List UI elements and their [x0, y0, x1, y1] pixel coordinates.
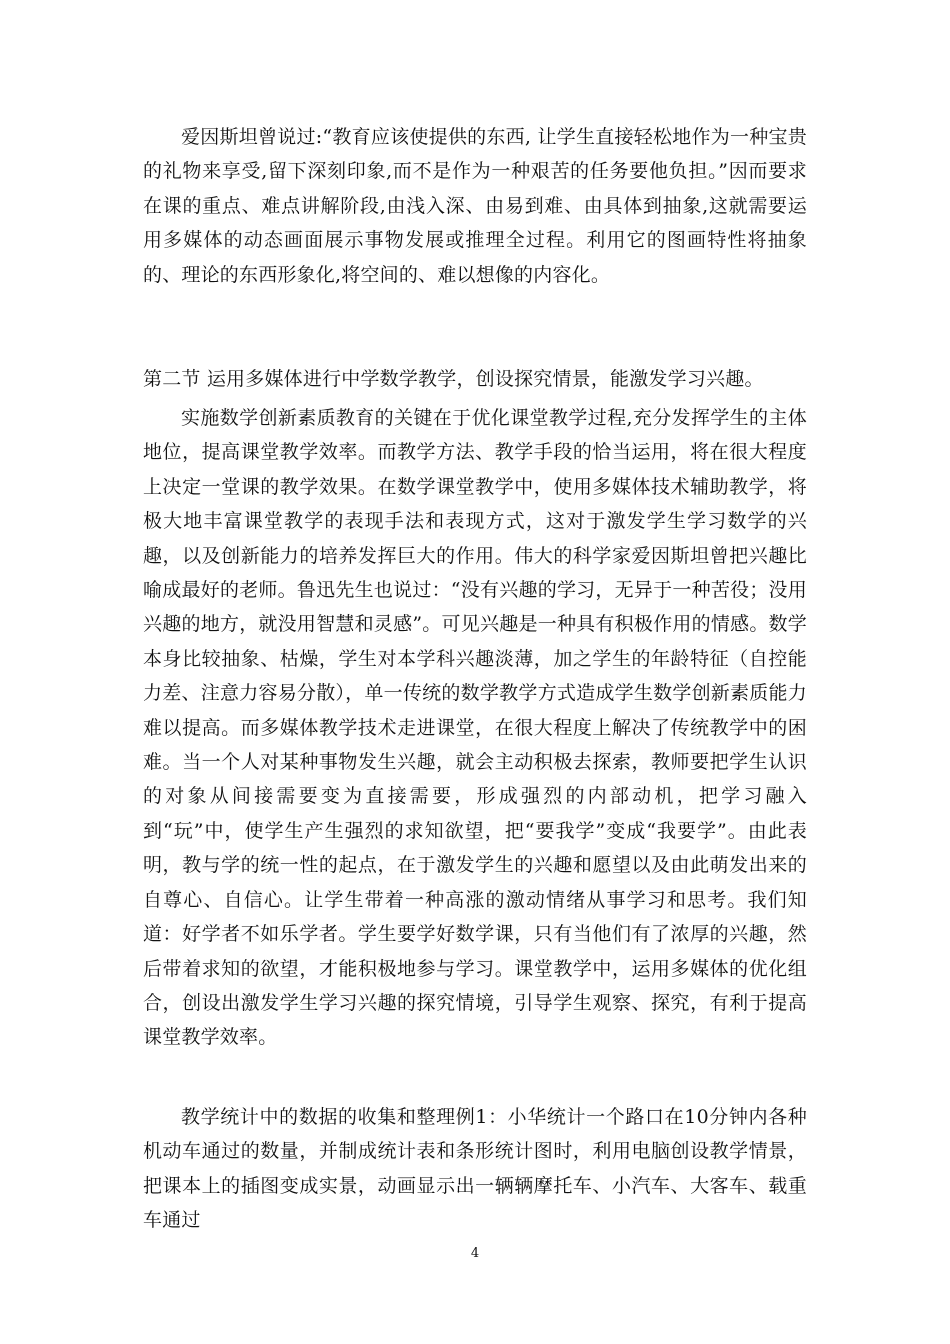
page-number: 4 [470, 1246, 480, 1261]
body-paragraph: 教学统计中的数据的收集和整理例1：小华统计一个路口在10分钟内各种机动车通过的数量，并制成统计表和条形统计图时，利用电脑创设教学情景，把课本上的插图变成实景，动画显示出一辆辆摩托车、小汽车、大客车、载重车通过 [143, 1106, 807, 1232]
body-paragraph: 实施数学创新素质教育的关键在于优化课堂教学过程,充分发挥学生的主体地位，提高课堂教学效率。而教学方法、教学手段的恰当运用，将在很大程度上决定一堂课的教学效果。在数学课堂教学中，使用多媒体技术辅助教学，将极大地丰富课堂教学的表现手法和表现方式，这对于激发学生学习数学的兴趣，以及创新能力的培养发挥巨大的作用。伟大的科学家爱因斯坦曾把兴趣比喻成最好的老师。鲁迅先生也说过：“没有兴趣的学习，无异于一种苦役；没用兴趣的地方，就没用智慧和灵感”。可见兴趣是一种具有积极作用的情感。数学本身比较抽象、枯燥，学生对本学科兴趣淡薄，加之学生的年龄特征（自控能力差、注意力容易分散），单一传统的数学教学方式造成学生数学创新素质能力难以提高。而多媒体教学技术走进课堂，在很大程度上解决了传统教学中的困难。当一个人对某种事物发生兴趣，就会主动积极去探索，教师要把学生认识的对象从间接需要变为直接需要，形成强烈的内部动机，把学习融入到“玩”中，使学生产生强烈的求知欲望，把“要我学”变成“我要学”。由此表明，教与学的统一性的起点，在于激发学生的兴趣和愿望以及由此萌发出来的自尊心、自信心。让学生带着一种高涨的激动情绪从事学习和思考。我们知道：好学者不如乐学者。学生要学好数学课，只有当他们有了浓厚的兴趣，然后带着求知的欲望，才能积极地参与学习。课堂教学中，运用多媒体的优化组合，创设出激发学生学习兴趣的探究情境，引导学生观察、探究，有利于提高课堂教学效率。 [143, 407, 807, 1049]
section-heading: 第二节 运用多媒体进行中学数学教学，创设探究情景，能激发学习兴趣。 [143, 368, 764, 390]
body-paragraph: 爱因斯坦曾说过:“教育应该使提供的东西, 让学生直接轻松地作为一种宝贵的礼物来享受,留下深刻印象,而不是作为一种艰苦的任务要他负担。”因而要求在课的重点、难点讲解阶段,由浅入深、由易到难、由具体到抽象,这就需要运用多媒体的动态画面展示事物发展或推理全过程。利用它的图画特性将抽象的、理论的东西形象化,将空间的、难以想像的内容化。 [143, 126, 807, 286]
